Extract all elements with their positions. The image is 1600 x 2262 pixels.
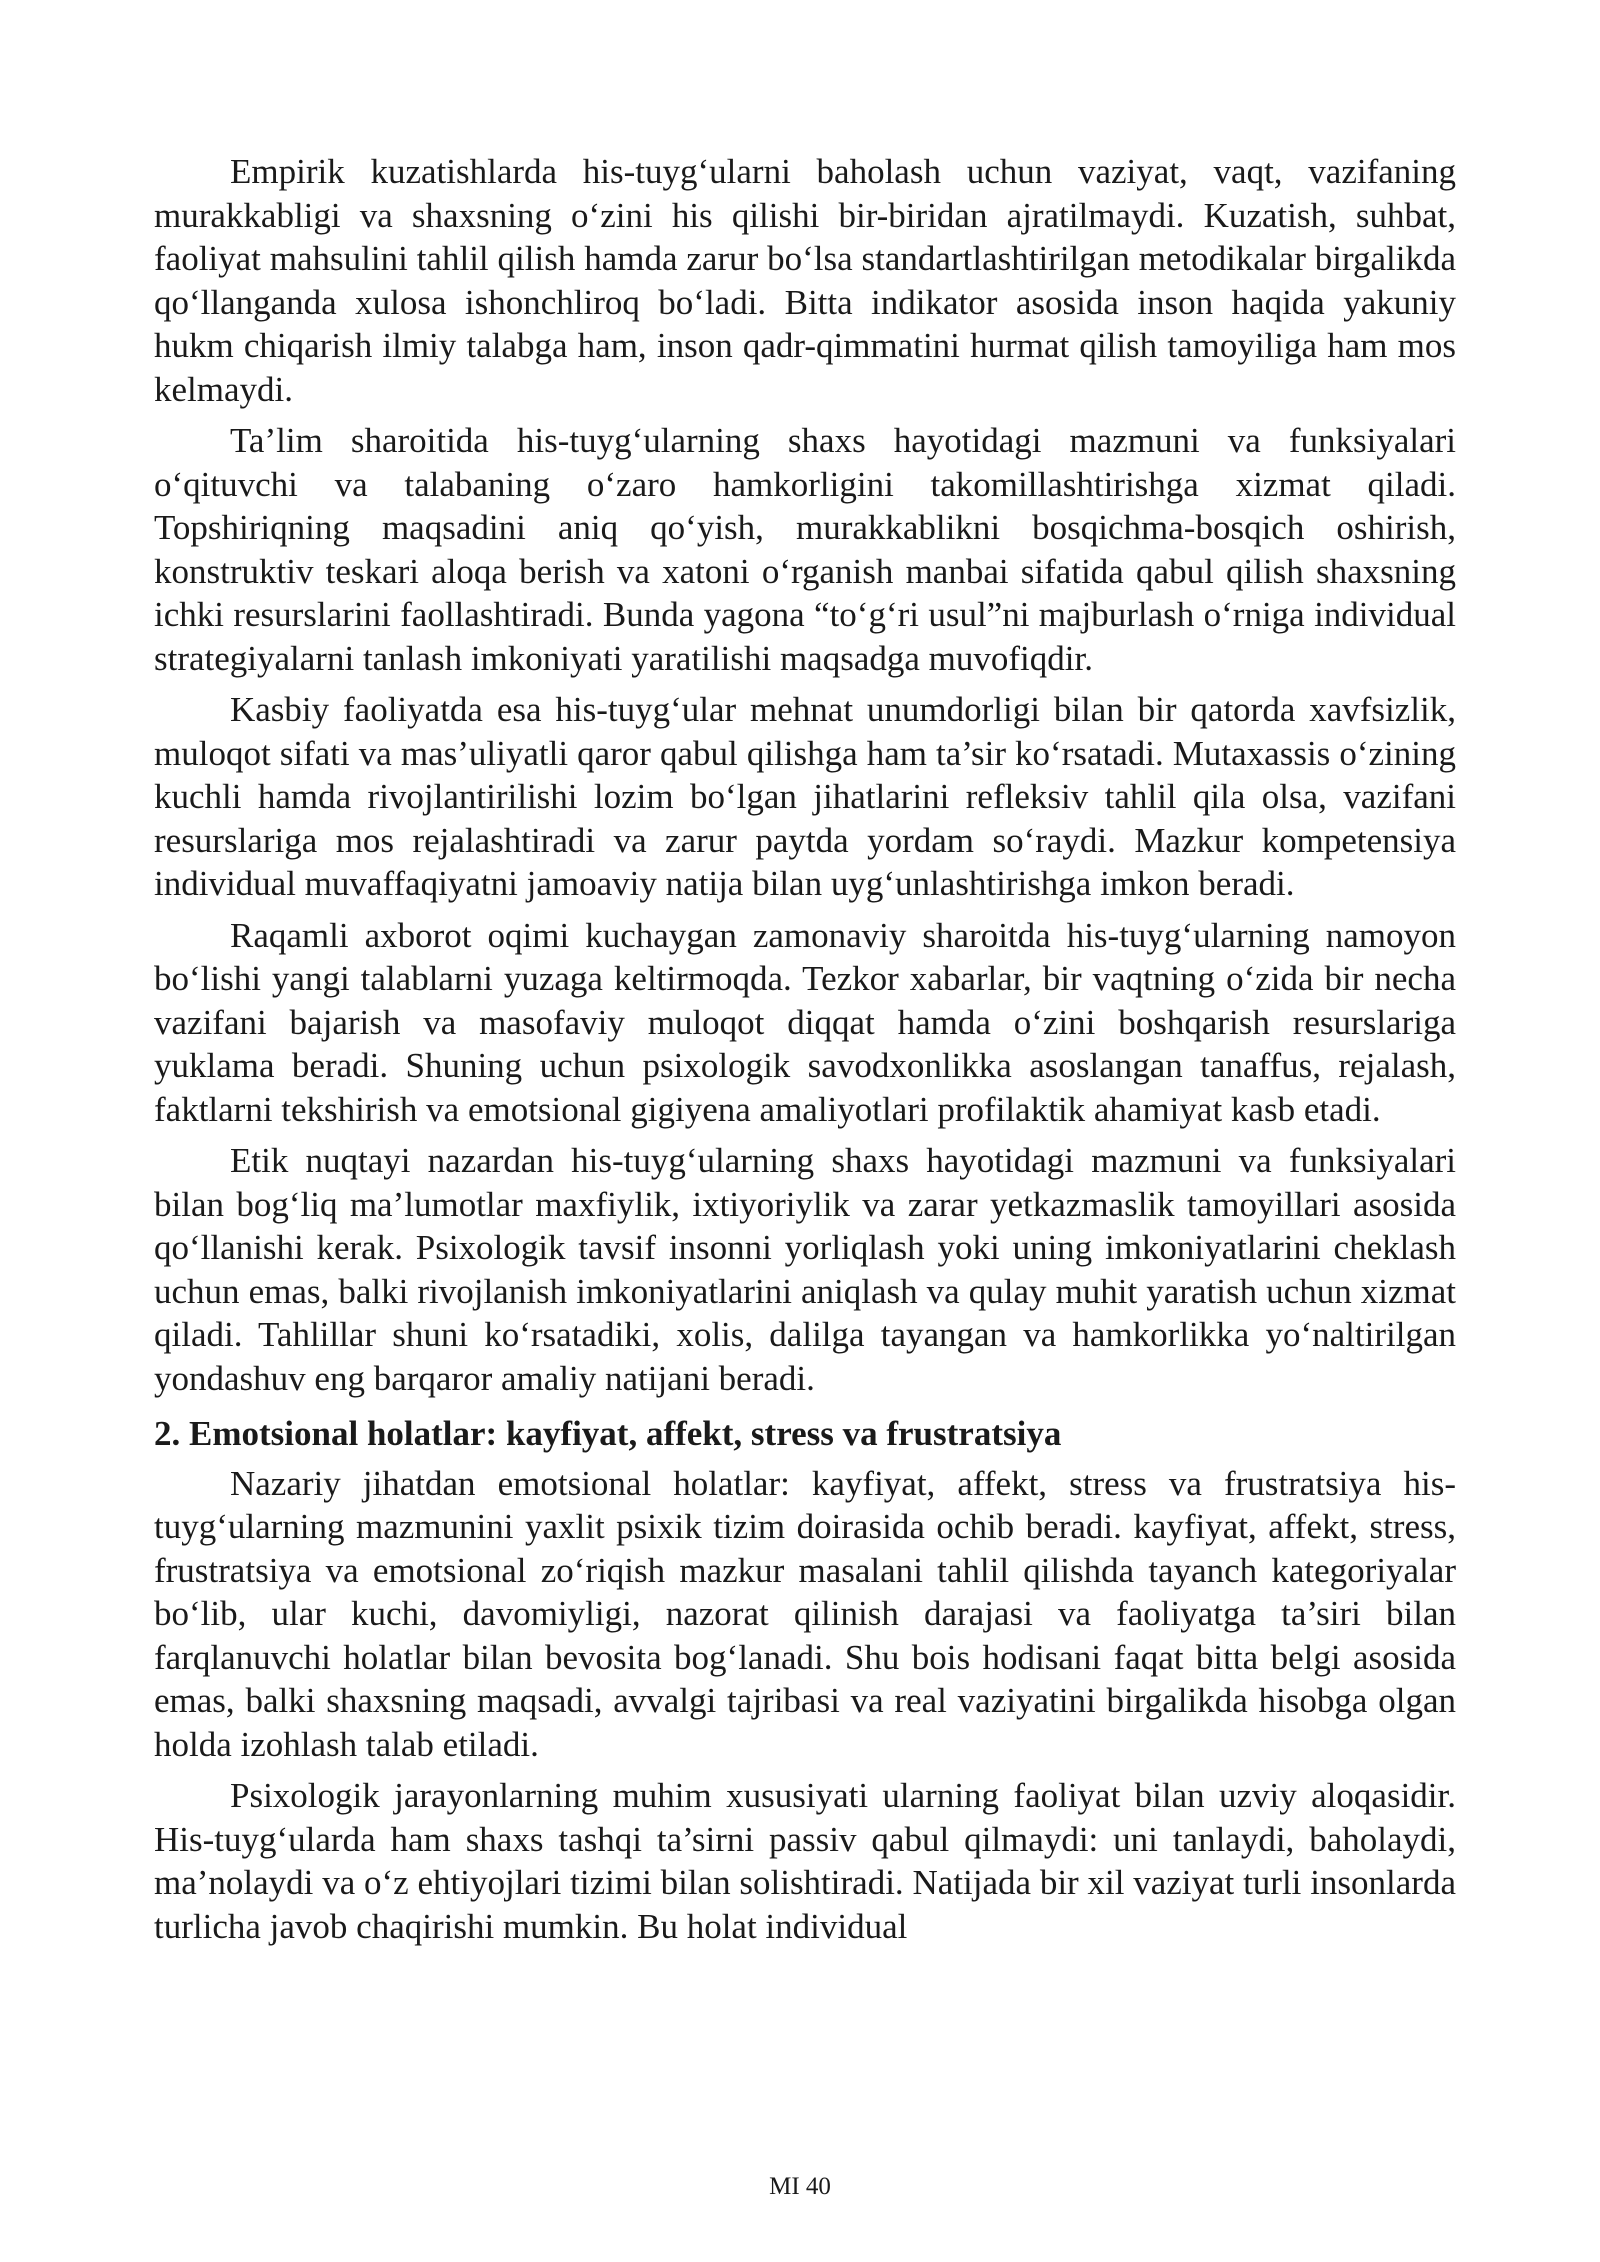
body-paragraph: Kasbiy faoliyatda esa his-tuyg‘ular mehnat unumdorligi bilan bir qatorda xavfsizlik, muloqot sifati va mas’uliyatli qaror qabul qilishga ham ta’sir ko‘rsatadi. Mutaxassis o‘zining kuchli hamda rivojlantirilishi lozim bo‘lgan jihatlarini refleksiv tahlil qila olsa, vazifani resurslariga mos rejalashtiradi va zarur paytda yordam so‘raydi. Mazkur kompetensiya individual muvaffaqiyatni jamoaviy natija bilan uyg‘unlashtirishga imkon beradi.: [154, 690, 1456, 903]
body-paragraph: Ta’lim sharoitida his-tuyg‘ularning shaxs hayotidagi mazmuni va funksiyalari o‘qituvchi va talabaning o‘zaro hamkorligini takomillashtirishga xizmat qiladi. Topshiriqning maqsadini aniq qo‘yish, murakkablikni bosqichma-bosqich oshirish, konstruktiv teskari aloqa berish va xatoni o‘rganish manbai sifatida qabul qilish shaxsning ichki resurslarini faollashtiradi. Bunda yagona “to‘g‘ri usul”ni majburlash o‘rniga individual strategiyalarni tanlash imkoniyati yaratilishi maqsadga muvofiqdir.: [154, 421, 1456, 678]
section-heading: 2. Emotsional holatlar: kayfiyat, affekt, stress va frustratsiya: [154, 1414, 1062, 1453]
page-content: [154, 150, 1456, 1956]
page-number: MI 40: [769, 2173, 831, 2200]
body-paragraph: Empirik kuzatishlarda his-tuyg‘ularni baholash uchun vaziyat, vaqt, vazifaning murakkabligi va shaxsning o‘zini his qilishi bir-biridan ajratilmaydi. Kuzatish, suhbat, faoliyat mahsulini tahlil qilish hamda zarur bo‘lsa standartlashtirilgan metodikalar birgalikda qo‘llanganda xulosa ishonchliroq bo‘ladi. Bitta indikator asosida inson haqida yakuniy hukm chiqarish ilmiy talabga ham, inson qadr-qimmatini hurmat qilish tamoyiliga ham mos kelmaydi.: [154, 152, 1456, 409]
body-paragraph: Psixologik jarayonlarning muhim xususiyati ularning faoliyat bilan uzviy aloqasidir. His-tuyg‘ularda ham shaxs tashqi ta’sirni passiv qabul qilmaydi: uni tanlaydi, baholaydi, ma’nolaydi va o‘z ehtiyojlari tizimi bilan solishtiradi. Natijada bir xil vaziyat turli insonlarda turlicha javob chaqirishi mumkin. Bu holat individual: [154, 1776, 1456, 1946]
body-paragraph: Raqamli axborot oqimi kuchaygan zamonaviy sharoitda his-tuyg‘ularning namoyon bo‘lishi yangi talablarni yuzaga keltirmoqda. Tezkor xabarlar, bir vaqtning o‘zida bir necha vazifani bajarish va masofaviy muloqot diqqat hamda o‘zini boshqarish resurslariga yuklama beradi. Shuning uchun psixologik savodxonlikka asoslangan tanaffus, rejalash, faktlarni tekshirish va emotsional gigiyena amaliyotlari profilaktik ahamiyat kasb etadi.: [154, 915, 1456, 1129]
body-paragraph: Etik nuqtayi nazardan his-tuyg‘ularning shaxs hayotidagi mazmuni va funksiyalari bilan bog‘liq ma’lumotlar maxfiylik, ixtiyoriylik va zarar yetkazmaslik tamoyillari asosida qo‘llanishi kerak. Psixologik tavsif insonni yorliqlash yoki uning imkoniyatlarini cheklash uchun emas, balki rivojlanish imkoniyatlarini aniqlash va qulay muhit yaratish uchun xizmat qiladi. Tahlillar shuni ko‘rsatadiki, xolis, dalilga tayangan va hamkorlikka yo‘naltirilgan yondashuv eng barqaror amaliy natijani beradi.: [154, 1141, 1456, 1398]
body-paragraph: Nazariy jihatdan emotsional holatlar: kayfiyat, affekt, stress va frustratsiya his-tuyg‘ularning mazmunini yaxlit psixik tizim doirasida ochib beradi. kayfiyat, affekt, stress, frustratsiya va emotsional zo‘riqish mazkur masalani tahlil qilishda tayanch kategoriyalar bo‘lib, ular kuchi, davomiyligi, nazorat qilinish darajasi va faoliyatga ta’siri bilan farqlanuvchi holatlar bilan bevosita bog‘lanadi. Shu bois hodisani faqat bitta belgi asosida emas, balki shaxsning maqsadi, avvalgi tajribasi va real vaziyatini birgalikda hisobga olgan holda izohlash talab etiladi.: [154, 1463, 1456, 1764]
